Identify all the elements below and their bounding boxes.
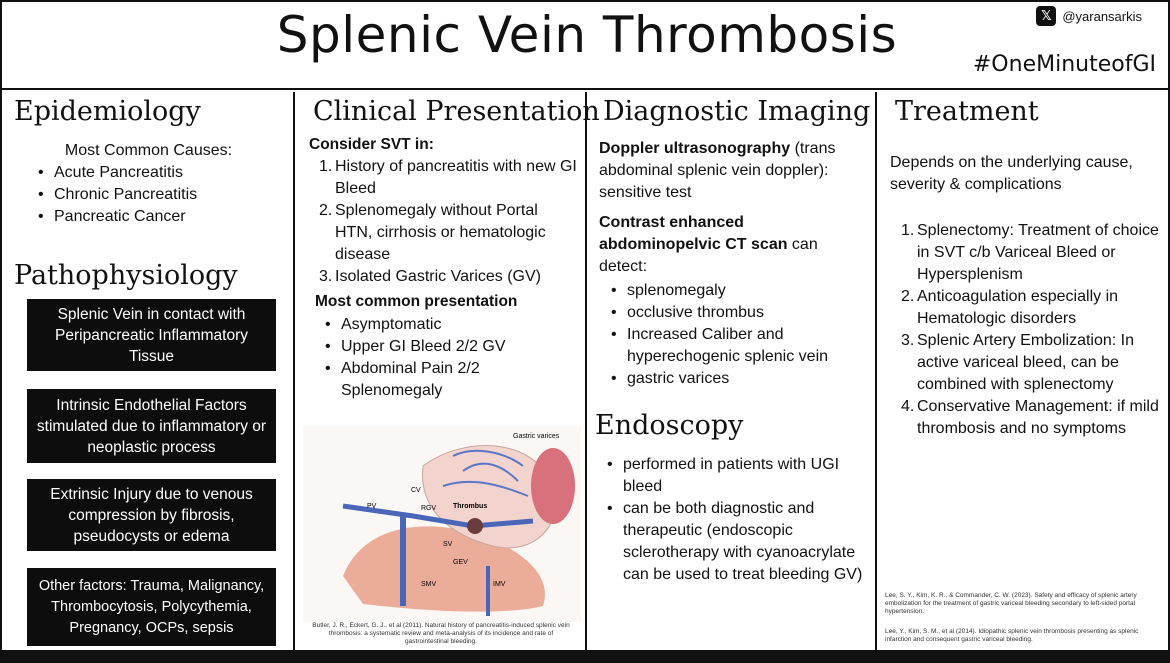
patho-box-2: Intrinsic Endothelial Factors stimulated due to inflammatory or neoplastic process (27, 389, 276, 463)
label-thrombus: Thrombus (453, 503, 488, 510)
list-item: 3. Isolated Gastric Varices (GV) (319, 268, 541, 285)
patho-box-1: Splenic Vein in contact with Peripancreatic Inflammatory Tissue (27, 299, 276, 371)
x-logo-icon: 𝕏 (1036, 6, 1056, 26)
list-item: 3. Splenic Artery Embolization: In active variceal bleed, can be combined with splenectomy (901, 332, 1134, 393)
doppler-text: Doppler ultrasonography (trans abdominal splenic vein doppler): sensitive test (599, 140, 836, 201)
causes-subheading: Most Common Causes: (64, 142, 233, 159)
column-clinical (295, 92, 600, 652)
list-item: 4. Conservative Management: if mild thrombosis and no symptoms (901, 398, 1159, 437)
page-title: Splenic Vein Thrombosis (276, 6, 898, 64)
list-item: 2. Splenomegaly without Portal HTN, cirrhosis or hematologic disease (319, 202, 546, 263)
ct-text: Contrast enhanced abdominopelvic CT scan can detect: (599, 214, 818, 275)
imaging-heading: Diagnostic Imaging (603, 96, 871, 127)
label-cv: CV (411, 487, 421, 494)
list-item: • Chronic Pancreatitis (32, 184, 197, 206)
common-list (319, 314, 569, 402)
list-item: • splenomegaly (605, 280, 867, 302)
header (2, 2, 1170, 90)
endoscopy-heading: Endoscopy (595, 410, 744, 441)
causes-list (32, 162, 197, 228)
list-item: • Acute Pancreatitis (32, 162, 197, 184)
reference-1: Lee, S. Y., Kim, K. R., & Commander, C. W. (2023). Safety and efficacy of splenic artery embolization for the treatment of gastric variceal bleeding secondary to left-sided portal hypertension. (885, 592, 1137, 615)
list-item: • occlusive thrombus (605, 302, 867, 324)
label-rgv: RGV (421, 505, 437, 512)
column-imaging (587, 92, 877, 652)
list-item: • gastric varices (605, 368, 867, 390)
list-item: • Abdominal Pain 2/2 Splenomegaly (319, 358, 569, 402)
patho-box-3: Extrinsic Injury due to venous compression by fibrosis, pseudocysts or edema (27, 479, 276, 551)
spleen-shape (531, 448, 575, 524)
epidemiology-heading: Epidemiology (14, 96, 201, 127)
reference-2: Lee, Y., Kim, S. M., et al (2014). Idiopathic splenic vein thrombosis presenting as splenic infarction and consequent gastric variceal bleeding. (885, 628, 1139, 643)
list-item: • Asymptomatic (319, 314, 569, 336)
column-epidemiology (2, 92, 295, 652)
label-pv: PV (367, 503, 377, 510)
social-handle[interactable] (1036, 6, 1142, 26)
pathophysiology-heading: Pathophysiology (14, 260, 238, 291)
list-item: 1. Splenectomy: Treatment of choice in SVT c/b Variceal Bleed or Hypersplenism (901, 222, 1159, 283)
list-item: • Increased Caliber and hyperechogenic splenic vein (605, 324, 867, 368)
column-treatment (877, 92, 1170, 652)
label-sv: SV (443, 541, 453, 548)
diagram-citation: Butler, J. R., Eckert, G. J., et al (2011). Natural history of pancreatitis-induced splenic vein thrombosis: a systematic review and meta-analysis of its incidence and rate of gastrointestinal bleeding. (312, 622, 570, 645)
list-item: • can be both diagnostic and therapeutic (endoscopic sclerotherapy with cyanoacrylate can be used to treat bleeding GV) (601, 498, 867, 586)
treatment-list (891, 220, 1161, 440)
list-item: • Pancreatic Cancer (32, 206, 197, 228)
anatomy-diagram (303, 426, 581, 622)
ct-findings-list (605, 280, 867, 390)
bottom-bar (0, 650, 1170, 663)
label-smv: SMV (421, 581, 437, 588)
treatment-heading: Treatment (895, 96, 1039, 127)
list-item: 1. History of pancreatitis with new GI Bleed (319, 158, 577, 197)
list-item: • Upper GI Bleed 2/2 GV (319, 336, 569, 358)
handle-text: @yaransarkis (1062, 8, 1142, 24)
common-label: Most common presentation (315, 293, 518, 310)
label-imv: IMV (493, 581, 506, 588)
endoscopy-list (601, 454, 867, 586)
label-gev: GEV (453, 559, 468, 566)
thrombus-mark (467, 518, 483, 534)
hashtag[interactable]: #OneMinuteofGI (972, 52, 1156, 77)
list-item: 2. Anticoagulation especially in Hematologic disorders (901, 288, 1119, 327)
label-gastric-varices: Gastric varices (513, 433, 560, 440)
clinical-heading: Clinical Presentation (313, 96, 600, 127)
list-item: • performed in patients with UGI bleed (601, 454, 867, 498)
treatment-intro: Depends on the underlying cause, severity & complications (890, 154, 1133, 193)
patho-box-4: Other factors: Trauma, Malignancy, Thrombocytosis, Polycythemia, Pregnancy, OCPs, sepsis (27, 568, 276, 646)
consider-label: Consider SVT in: (309, 136, 434, 153)
consider-list (309, 156, 579, 288)
